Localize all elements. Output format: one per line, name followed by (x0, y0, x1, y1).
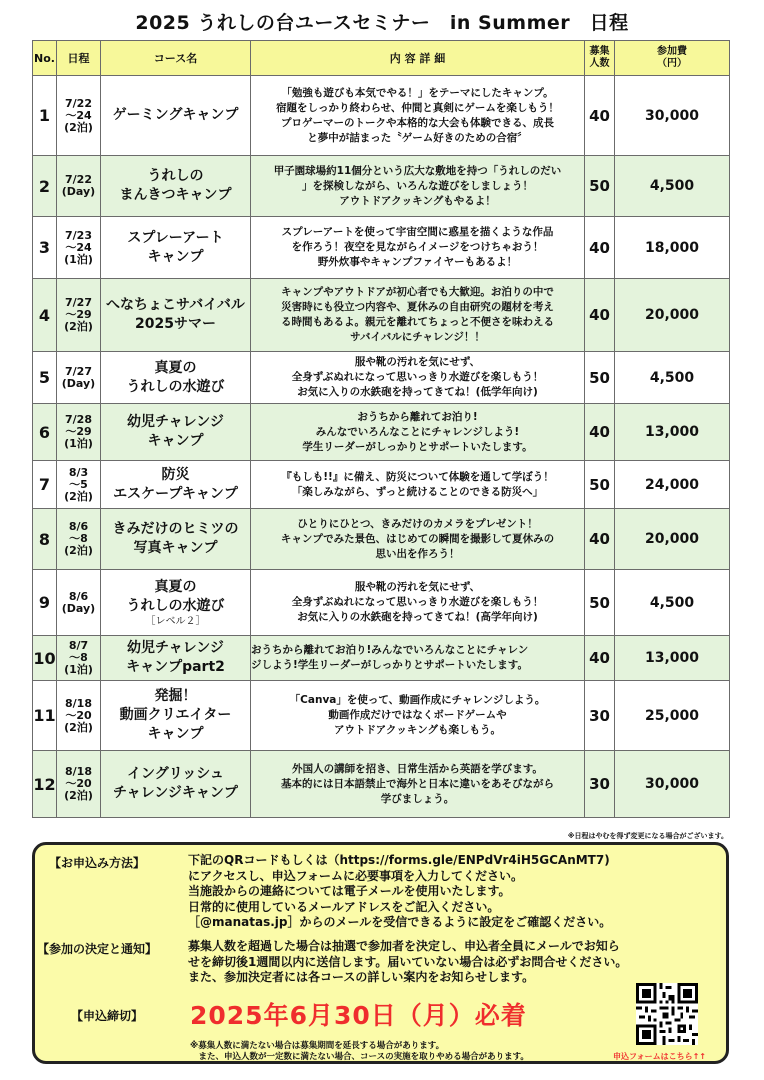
description-line: 『もしも!!』に備え、防災について体験を通して学ぼう！ (281, 470, 554, 483)
row-description (251, 279, 585, 352)
decision-text (188, 939, 627, 986)
date-line: ～24 (65, 108, 92, 122)
course-line: 真夏の (154, 578, 197, 595)
row-course (101, 404, 251, 461)
date-line: (2泊) (64, 544, 93, 557)
header-desc: 内 容 詳 細 (251, 41, 585, 76)
date-line: (1泊) (64, 437, 93, 450)
course-line: 動画クリエイター (119, 707, 232, 723)
row-number: 5 (33, 352, 57, 404)
row-fee: 18,000 (615, 217, 730, 279)
description-line: お気に入りの水鉄砲を持ってきてね！(低学年向け) (297, 386, 538, 398)
header-course: コース名 (101, 41, 251, 76)
date-line: ～20 (65, 708, 92, 722)
date-line: 8/6 (68, 589, 89, 603)
row-course (101, 279, 251, 352)
description-line: キャンプでみた景色、はじめての瞬間を撮影して夏休みの (280, 532, 555, 545)
course-line: うれしの水遊び (126, 597, 225, 614)
date-line: 8/18 (65, 765, 92, 778)
description-line: アウトドアクッキングも楽しもう。 (333, 724, 502, 736)
date-line: ～8 (69, 651, 88, 664)
description-line: 全身ずぶぬれになって思いっきり水遊びを楽しもう！ (291, 371, 544, 383)
row-description (251, 461, 585, 509)
apply-line: にアクセスし、申込フォームに必要事項を入力してください。 (188, 868, 524, 883)
date-line: 7/22 (65, 173, 92, 186)
table-row (33, 509, 730, 570)
description-line: 「勉強も遊びも本気でやる！」をテーマにしたキャンプ。 (281, 86, 554, 99)
row-course (101, 570, 251, 636)
course-line: まんきつキャンプ (119, 187, 232, 203)
course-line: うれしの水遊び (126, 378, 225, 395)
table-row (33, 76, 730, 156)
header-fee-line2: （円） (657, 58, 687, 69)
footnote-line: また、申込人数が一定数に満たない場合、コースの実施を取りやめる場合があります。 (190, 1052, 529, 1062)
row-number: 9 (33, 570, 57, 636)
row-date (57, 352, 101, 404)
decision-label: 【参加の決定と通知】 (37, 942, 158, 956)
row-capacity: 50 (585, 156, 615, 217)
date-line: (2泊) (64, 120, 93, 134)
row-course (101, 217, 251, 279)
description-line: 宿題をしっかり終わらせ、仲間と真剣にゲームを楽しもう！ (276, 101, 559, 114)
decision-line: せを締切後1週間以内に送信します。届いていない場合は必ずお問合せください。 (188, 954, 628, 969)
row-date (57, 217, 101, 279)
course-line: チャレンジキャンプ (113, 785, 238, 801)
date-line: ～29 (65, 308, 92, 321)
row-number: 11 (33, 681, 57, 751)
description-line: みんなでいろんなことにチャレンジしよう! (315, 425, 520, 438)
description-line: 服や靴の汚れを気にせず、 (354, 356, 481, 368)
row-capacity: 30 (585, 681, 615, 751)
date-line: ～24 (65, 240, 92, 254)
date-line: 8/18 (65, 696, 92, 710)
table-row (33, 751, 730, 818)
row-number: 4 (33, 279, 57, 352)
apply-line: 日常的に使用しているメールアドレスをご記入ください。 (188, 899, 500, 914)
row-description (251, 217, 585, 279)
course-line: 真夏の (154, 359, 197, 376)
date-line: (Day) (61, 376, 96, 390)
date-line: 8/3 (68, 465, 89, 479)
course-line: きみだけのヒミツの (112, 521, 239, 537)
row-date (57, 570, 101, 636)
date-line: ～20 (65, 777, 92, 790)
schedule-table (32, 40, 730, 818)
table-row (33, 217, 730, 279)
row-course (101, 509, 251, 570)
description-line: 「Canva」を使って、動画作成にチャレンジしよう。 (289, 694, 546, 706)
table-row (33, 404, 730, 461)
header-date: 日程 (57, 41, 101, 76)
row-number: 12 (33, 751, 57, 818)
date-line: (Day) (61, 185, 96, 198)
row-number: 1 (33, 76, 57, 156)
description-line: 「楽しみながら、ずっと続けることのできる防災へ」 (291, 485, 544, 498)
description-line: と夢中が詰まった〝ゲーム好きのための合宿〞 (307, 131, 528, 144)
date-line: (1泊) (64, 663, 93, 676)
description-line: 動画作成だけではなくボードゲームや (328, 709, 507, 721)
schedule-note: ※日程はやむを得ず変更になる場合がございます。 (567, 832, 728, 840)
description-line: 思い出を作ろう！ (375, 547, 460, 560)
row-fee: 20,000 (615, 509, 730, 570)
description-line: 野外炊事やキャンプファイヤーもあるよ！ (317, 256, 518, 268)
row-fee: 13,000 (615, 636, 730, 681)
date-line: 7/22 (65, 96, 92, 110)
date-line: (2泊) (64, 720, 93, 734)
row-capacity: 40 (585, 76, 615, 156)
description-line: おうちから離れてお泊り! (357, 410, 478, 423)
row-fee: 20,000 (615, 279, 730, 352)
description-line: キャンプやアウトドアが初心者でも大歓迎。お泊りの中で (281, 286, 554, 298)
date-line: ～5 (69, 477, 88, 491)
row-course (101, 461, 251, 509)
header-fee-line1: 参加費 (657, 46, 687, 57)
row-number: 2 (33, 156, 57, 217)
row-fee: 4,500 (615, 352, 730, 404)
date-line: 7/27 (65, 364, 92, 378)
row-fee: 25,000 (615, 681, 730, 751)
description-line: 学生リーダーがしっかりとサポートいたします。 (302, 440, 533, 453)
row-date (57, 156, 101, 217)
deadline-label: 【申込締切】 (71, 1009, 144, 1023)
row-description (251, 509, 585, 570)
page-title: 2025 うれしの台ユースセミナー in Summer 日程 (135, 12, 629, 34)
date-line: (2泊) (64, 489, 93, 503)
apply-line: 当施設からの連絡については電子メールを使用いたします。 (188, 884, 511, 898)
table-header-row (33, 41, 730, 76)
row-number: 7 (33, 461, 57, 509)
row-number: 8 (33, 509, 57, 570)
table-row (33, 636, 730, 681)
row-fee: 30,000 (615, 751, 730, 818)
date-line: ～29 (65, 425, 92, 438)
header-capacity-line1: 募集 (589, 46, 610, 57)
description-line: 全身ずぶぬれになって思いっきり水遊びを楽しもう！ (291, 596, 544, 608)
row-fee: 24,000 (615, 461, 730, 509)
course-line: キャンプpart2 (126, 659, 225, 675)
date-line: (2泊) (64, 320, 93, 333)
course-line: ゲーミングキャンプ (112, 107, 239, 123)
row-number: 10 (33, 636, 57, 681)
table-row (33, 156, 730, 217)
description-line: ひとりにひとつ、きみだけのカメラをプレゼント！ (297, 517, 538, 530)
course-line: 幼児チャレンジ (127, 640, 224, 656)
date-line: (1泊) (64, 252, 93, 266)
row-fee: 4,500 (615, 156, 730, 217)
row-capacity: 40 (585, 404, 615, 461)
row-description (251, 636, 585, 681)
date-line: (Day) (61, 601, 96, 615)
row-capacity: 40 (585, 217, 615, 279)
table-row (33, 461, 730, 509)
row-description (251, 76, 585, 156)
course-line: キャンプ (147, 726, 204, 742)
description-line: る時間もあるよ。親元を離れてちょっと不便さを味わえる (281, 316, 554, 328)
course-line: うれしの (147, 168, 204, 184)
apply-line: 下記のQRコードもしくは（https://forms.gle/ENPdVr4iH5GCAnMT7) (188, 853, 610, 867)
description-line: ジしよう!学生リーダーがしっかりとサポートいたします。 (251, 659, 528, 671)
row-capacity: 40 (585, 279, 615, 352)
description-line: サバイバルにチャレンジ！！ (350, 331, 485, 343)
row-course (101, 156, 251, 217)
date-line: 7/27 (65, 296, 92, 309)
course-level: ［レベル２］ (145, 615, 206, 627)
description-line: スプレーアートを使って宇宙空間に惑星を描くような作品 (281, 226, 554, 238)
row-date (57, 751, 101, 818)
row-description (251, 751, 585, 818)
footnote-line: ※募集人数に満たない場合は募集期間を延長する場合があります。 (190, 1041, 445, 1051)
row-fee: 13,000 (615, 404, 730, 461)
deadline-date: 2025年6月30日（月）必着 (190, 1001, 527, 1030)
header-fee (615, 41, 730, 76)
row-fee: 30,000 (615, 76, 730, 156)
course-line: 発掘！ (154, 688, 197, 704)
apply-method-label: 【お申込み方法】 (49, 856, 146, 870)
description-line: 甲子園球場約11個分という広大な敷地を持つ「うれしのだい (273, 164, 562, 177)
course-line: エスケープキャンプ (113, 485, 238, 502)
row-description (251, 570, 585, 636)
row-capacity: 40 (585, 636, 615, 681)
row-capacity: 50 (585, 570, 615, 636)
row-description (251, 404, 585, 461)
course-line: 2025サマー (135, 316, 216, 332)
description-line: 基本的には日本語禁止で海外と日本に違いをあそびながら (281, 777, 554, 790)
qr-code-icon[interactable] (636, 983, 698, 1045)
row-course (101, 751, 251, 818)
course-line: へなちょこサバイバル (106, 297, 245, 313)
description-line: プロゲーマーのトークや本格的な大会も体験できる、成長 (281, 116, 554, 129)
header-capacity (585, 41, 615, 76)
row-capacity: 30 (585, 751, 615, 818)
row-date (57, 509, 101, 570)
course-line: イングリッシュ (127, 766, 224, 782)
date-line: 8/7 (68, 639, 89, 652)
date-line: ～8 (69, 532, 88, 545)
description-line: 学びましょう。 (380, 792, 455, 805)
course-line: 写真キャンプ (133, 540, 218, 556)
date-line: 7/23 (65, 228, 92, 242)
table-row (33, 352, 730, 404)
row-description (251, 352, 585, 404)
header-capacity-line2: 人数 (589, 58, 610, 69)
row-date (57, 76, 101, 156)
course-line: キャンプ (147, 433, 204, 449)
table-row (33, 570, 730, 636)
course-line: 防災 (161, 466, 190, 483)
application-info-box (32, 842, 729, 1064)
row-course (101, 76, 251, 156)
table-row (33, 681, 730, 751)
apply-line: ［@manatas.jp］からのメールを受信できるように設定をご確認ください。 (188, 915, 612, 929)
row-course (101, 636, 251, 681)
header-no: No. (33, 41, 57, 76)
row-course (101, 681, 251, 751)
row-date (57, 681, 101, 751)
description-line: お気に入りの水鉄砲を持ってきてね！(高学年向け) (297, 611, 538, 623)
course-line: キャンプ (147, 248, 204, 265)
row-fee: 4,500 (615, 570, 730, 636)
course-line: スプレーアート (127, 229, 224, 246)
row-capacity: 40 (585, 509, 615, 570)
description-line: アウトドアクッキングもやるよ！ (339, 194, 496, 207)
decision-line: 募集人数を超過した場合は抽選で参加者を決定し、申込者全員にメールでお知ら (188, 939, 620, 953)
description-line: を作ろう！夜空を見ながらイメージをつけちゃおう！ (291, 241, 544, 253)
row-description (251, 156, 585, 217)
description-line: 災害時にも役立つ内容や、夏休みの自由研究の題材を考え (281, 301, 554, 313)
description-line: 外国人の講師を招き、日常生活から英語を学びます。 (292, 762, 543, 775)
row-capacity: 50 (585, 461, 615, 509)
description-line: 」を探検しながら、いろんな遊びをしましょう！ (302, 179, 533, 192)
apply-method-text (188, 853, 611, 931)
row-description (251, 681, 585, 751)
row-course (101, 352, 251, 404)
decision-line: また、参加決定者には各コースの詳しい案内をお知らせします。 (188, 970, 535, 984)
row-number: 6 (33, 404, 57, 461)
date-line: (2泊) (64, 789, 93, 802)
table-row (33, 279, 730, 352)
footnote (190, 1041, 529, 1063)
description-line: 服や靴の汚れを気にせず、 (354, 581, 481, 593)
row-date (57, 404, 101, 461)
row-date (57, 636, 101, 681)
course-line: 幼児チャレンジ (127, 414, 224, 430)
row-capacity: 50 (585, 352, 615, 404)
qr-note: 申込フォームはこちら↑↑ (613, 1052, 707, 1061)
row-date (57, 461, 101, 509)
date-line: 8/6 (68, 520, 89, 533)
date-line: 7/28 (65, 413, 92, 426)
row-number: 3 (33, 217, 57, 279)
description-line: おうちから離れてお泊り!みんなでいろんなことにチャレン (251, 644, 529, 656)
row-date (57, 279, 101, 352)
